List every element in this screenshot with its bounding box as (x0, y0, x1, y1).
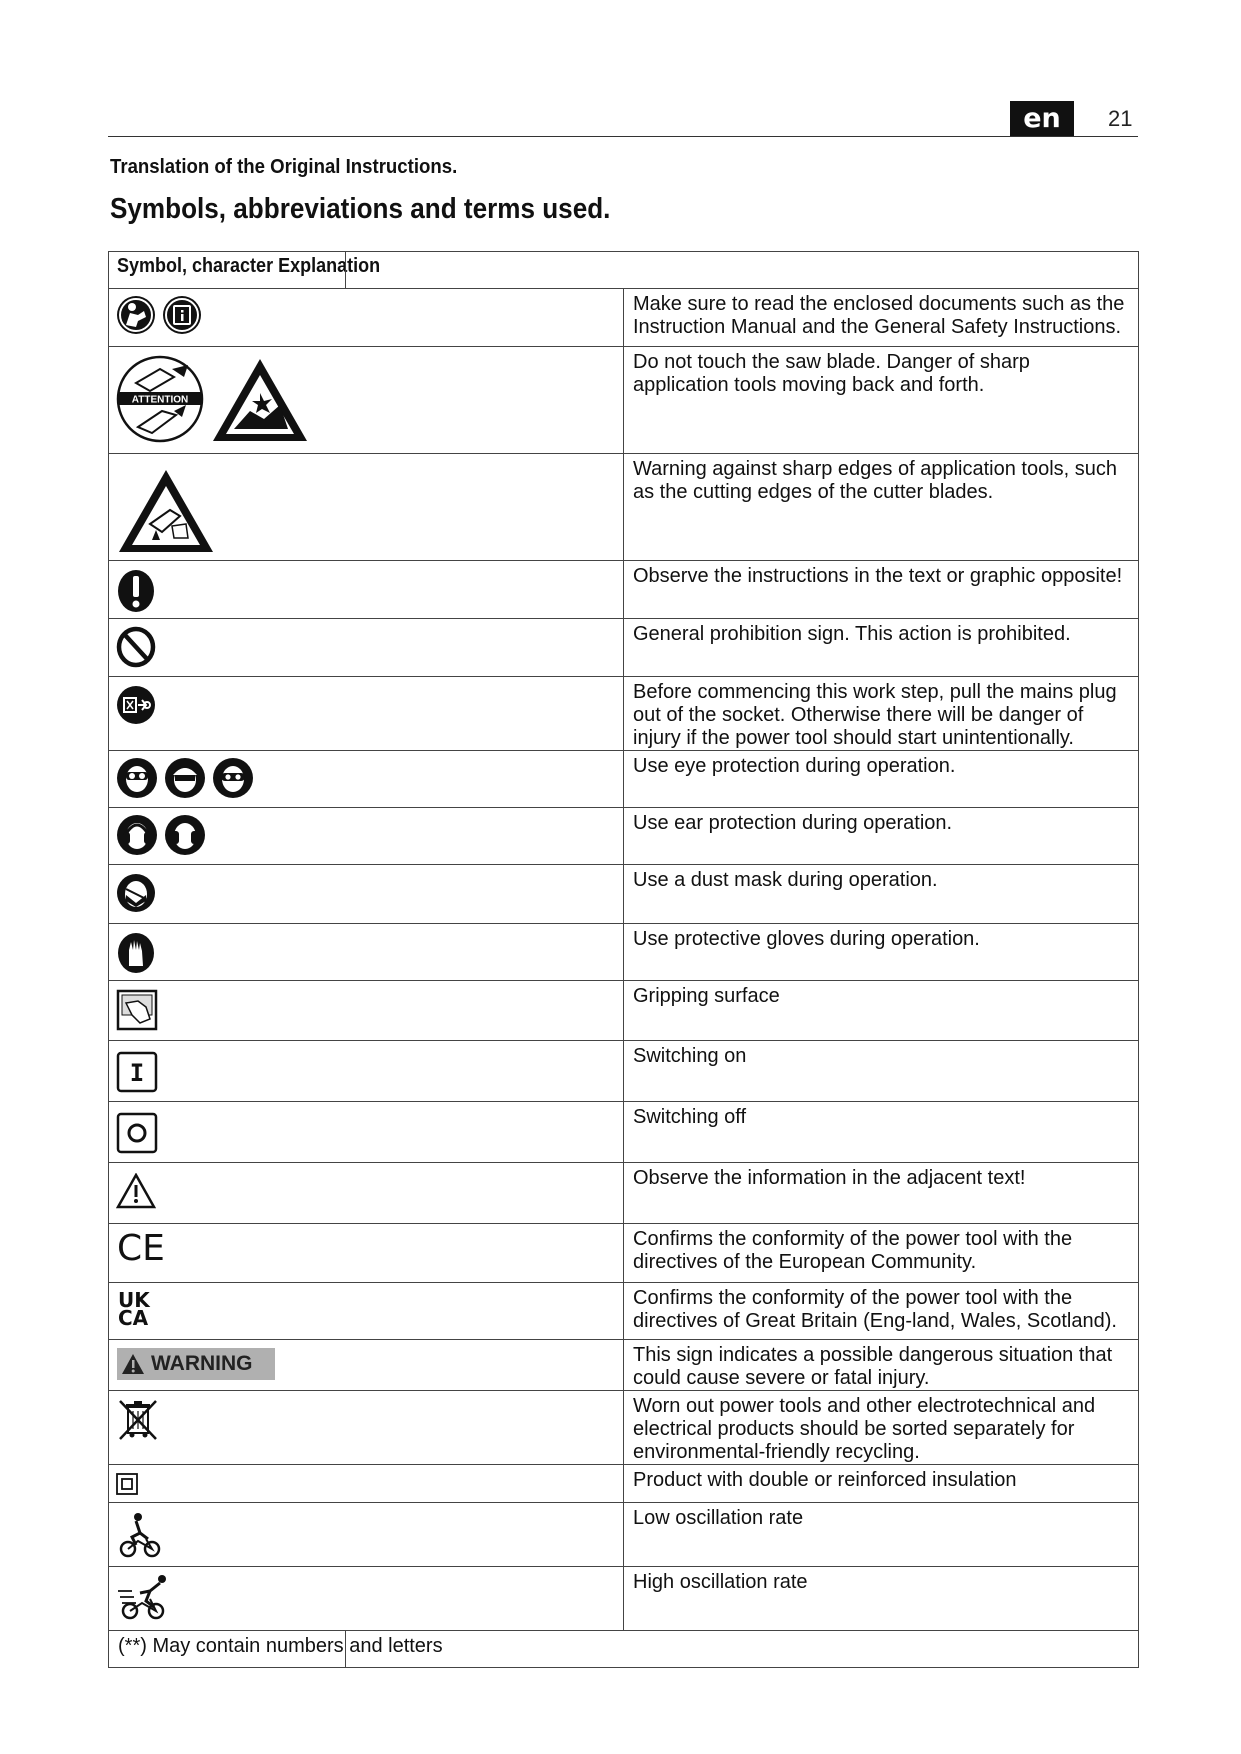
ukca-ca-text: CA (118, 1306, 149, 1330)
symbol-cell (109, 808, 624, 865)
table-row (109, 677, 1139, 751)
table-row (109, 619, 1139, 677)
explanation-cell: Make sure to read the enclosed documents such as the Instruction Manual and the General Safety Instructions. (624, 289, 1139, 347)
explanation-cell: Gripping surface (624, 981, 1139, 1041)
table-row (109, 751, 1139, 808)
exclamation-icon (116, 569, 156, 613)
table-header-cell (109, 252, 1139, 289)
explanation-cell: Confirms the conformity of the power tool with the directives of the European Community. (624, 1224, 1139, 1283)
explanation-cell: Warning against sharp edges of application tools, such as the cutting edges of the cutter blades. (624, 454, 1139, 561)
goggles-icon (212, 757, 254, 799)
table-footnote-cell (109, 1631, 1139, 1668)
warning-badge-label: WARNING (151, 1352, 253, 1375)
attention-label: ATTENTION (131, 394, 189, 406)
symbol-cell (109, 561, 624, 619)
warning-badge-icon (121, 1353, 145, 1375)
table-row (109, 1224, 1139, 1283)
symbols-table (108, 251, 1139, 1668)
table-header-row (109, 252, 1139, 289)
symbol-cell (109, 1567, 624, 1631)
explanation-cell: Use protective gloves during operation. (624, 924, 1139, 981)
symbol-cell (109, 1465, 624, 1503)
explanation-cell: Confirms the conformity of the power tool with the directives of Great Britain (Eng-land, Wales, Scotland). (624, 1283, 1139, 1340)
symbol-cell (109, 1503, 624, 1567)
blade-danger-triangle-icon (210, 355, 310, 445)
table-row (109, 981, 1139, 1041)
symbol-cell (109, 347, 624, 454)
ear-muffs-icon (116, 814, 158, 856)
page-number: 21 (1108, 106, 1133, 131)
weee-bin-icon (116, 1397, 160, 1441)
symbol-cell (109, 677, 624, 751)
table-footnote-row (109, 1631, 1139, 1668)
switch-off-icon (116, 1112, 158, 1154)
explanation-cell: Use ear protection during operation. (624, 808, 1139, 865)
symbol-cell (109, 924, 624, 981)
symbol-cell (109, 454, 624, 561)
gloves-icon (116, 932, 156, 974)
ukca-mark (118, 1288, 623, 1330)
table-row (109, 1041, 1139, 1102)
symbol-cell (109, 1283, 624, 1340)
symbol-cell (109, 1224, 624, 1283)
symbol-cell (109, 289, 624, 347)
table-row (109, 1503, 1139, 1567)
low-oscillation-icon (116, 1511, 164, 1559)
double-insulation-icon (116, 1473, 138, 1495)
warning-triangle-icon (116, 1173, 156, 1209)
table-row (109, 1340, 1139, 1391)
explanation-cell: Worn out power tools and other electrotechnical and electrical products should be sorted separately for environmental-friendly recycling. (624, 1391, 1139, 1465)
symbol-cell (109, 1340, 624, 1391)
ce-mark: CE (117, 1228, 165, 1269)
explanation-cell: Use eye protection during operation. (624, 751, 1139, 808)
table-row (109, 1283, 1139, 1340)
manual-book-icon (162, 295, 202, 335)
symbol-cell (109, 865, 624, 924)
table-row (109, 808, 1139, 865)
symbol-cell (109, 1391, 624, 1465)
explanation-cell: Before commencing this work step, pull the mains plug out of the socket. Otherwise there will be danger of injury if the power tool should start unintentionally. (624, 677, 1139, 751)
switch-on-icon (116, 1051, 158, 1093)
explanation-cell: Switching on (624, 1041, 1139, 1102)
gripping-surface-icon (116, 989, 158, 1031)
explanation-cell: Low oscillation rate (624, 1503, 1139, 1567)
explanation-cell: Product with double or reinforced insulation (624, 1465, 1139, 1503)
high-oscillation-icon (116, 1573, 172, 1621)
prohibition-icon (116, 626, 156, 668)
subtitle: Translation of the Original Instructions. (110, 156, 458, 178)
table-row (109, 561, 1139, 619)
explanation-cell: High oscillation rate (624, 1567, 1139, 1631)
table-row (109, 1465, 1139, 1503)
page-title: Symbols, abbreviations and terms used. (110, 193, 611, 225)
sharp-edges-warning-icon (116, 466, 216, 556)
symbol-cell (109, 1041, 624, 1102)
table-row (109, 454, 1139, 561)
dust-mask-icon (116, 873, 156, 913)
header-column-divider (345, 252, 346, 288)
table-row (109, 865, 1139, 924)
explanation-cell: Do not touch the saw blade. Danger of sharp application tools moving back and forth. (624, 347, 1139, 454)
explanation-cell: Observe the instructions in the text or graphic opposite! (624, 561, 1139, 619)
symbol-cell (109, 1102, 624, 1163)
switch-on-glyph: I (129, 1059, 145, 1087)
table-row (109, 1163, 1139, 1224)
header-rule (108, 136, 1138, 137)
explanation-cell: General prohibition sign. This action is prohibited. (624, 619, 1139, 677)
table-header-text: Symbol, character Explanation (117, 255, 381, 277)
symbol-cell (109, 1163, 624, 1224)
table-row (109, 289, 1139, 347)
symbol-cell (109, 981, 624, 1041)
table-row (109, 924, 1139, 981)
read-manual-icon (116, 295, 156, 335)
attention-saw-blade-icon (116, 355, 204, 443)
ukca-uk-text: UK (118, 1288, 150, 1312)
symbol-cell (109, 619, 624, 677)
footnote-column-divider (345, 1631, 346, 1667)
explanation-cell: Switching off (624, 1102, 1139, 1163)
table-row (109, 1102, 1139, 1163)
language-badge: en (1010, 101, 1074, 136)
explanation-cell: Observe the information in the adjacent text! (624, 1163, 1139, 1224)
unplug-icon (116, 685, 156, 725)
helmet-visor-icon (164, 757, 206, 799)
explanation-cell: This sign indicates a possible dangerous situation that could cause severe or fatal injury. (624, 1340, 1139, 1391)
explanation-cell: Use a dust mask during operation. (624, 865, 1139, 924)
table-row (109, 1391, 1139, 1465)
warning-badge (117, 1348, 275, 1380)
face-shield-icon (116, 757, 158, 799)
ear-muffs-alt-icon (164, 814, 206, 856)
table-row (109, 1567, 1139, 1631)
symbol-cell (109, 751, 624, 808)
table-footnote: (**) May contain numbers and letters (118, 1635, 443, 1657)
table-row (109, 347, 1139, 454)
